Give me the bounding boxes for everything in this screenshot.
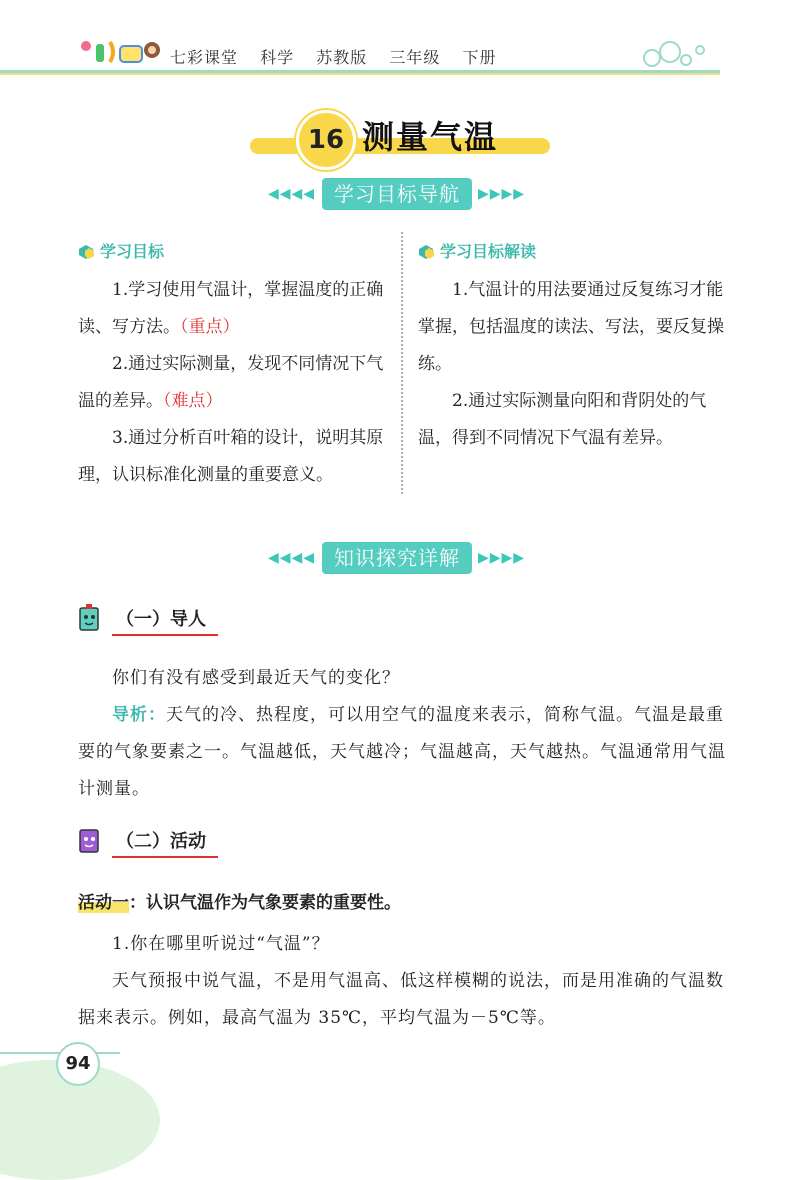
colorful-letters-logo-icon xyxy=(78,34,168,68)
right-arrows-icon: ▶▶▶▶ xyxy=(478,550,526,566)
header-series: 七彩课堂 xyxy=(170,48,239,67)
activity-one-heading xyxy=(78,888,401,913)
intro-guide: 导析：天气的冷、热程度，可以用空气的温度来表示，简称气温。气温是最重要的气象要素之一。气温越低，天气越冷；气温越高，天气越热。气温通常用气温计测量。 xyxy=(78,705,726,799)
activity-one-label: 活动一 xyxy=(78,893,129,913)
objectives-heading-text: 学习目标 xyxy=(100,242,165,261)
left-arrows-icon: ◀◀◀◀ xyxy=(268,186,316,202)
header-subject: 科学 xyxy=(260,48,295,67)
activity-question: 1.你在哪里听说过“气温”？ xyxy=(112,934,330,954)
right-arrows-icon: ▶▶▶▶ xyxy=(478,186,526,202)
section-intro-label: （一）导人 xyxy=(112,605,218,636)
section-banner-objectives xyxy=(0,178,800,212)
section-activity-heading xyxy=(74,824,218,858)
lesson-title: 测量气温 xyxy=(362,118,499,156)
header-rule-yellow xyxy=(0,73,720,75)
interpretation-item: 2.通过实际测量向阳和背阴处的气温，得到不同情况下气温有差异。 xyxy=(418,391,707,448)
interpretation-heading-text: 学习目标解读 xyxy=(440,242,537,261)
activity-one-text: ：认识气温作为气象要素的重要性。 xyxy=(129,893,401,913)
activity-answer: 天气预报中说气温，不是用气温高、低这样模糊的说法，而是用准确的气温数据来表示。例如，最高气温为 35℃，平均气温为－5℃等。 xyxy=(78,971,724,1028)
header-grade: 三年级 xyxy=(389,48,441,67)
hexagon-icon xyxy=(418,244,434,260)
section-banner-knowledge xyxy=(0,542,800,576)
hexagon-icon xyxy=(78,244,94,260)
page-header xyxy=(0,0,800,80)
intro-question: 你们有没有感受到最近天气的变化？ xyxy=(112,668,400,688)
header-volume: 下册 xyxy=(462,48,497,67)
section-activity-body xyxy=(78,926,728,1037)
objective-item: 1.学习使用气温计，掌握温度的正确读、写方法。（重点） xyxy=(78,280,384,337)
banner-label: 知识探究详解 xyxy=(322,542,472,574)
bubbles-decoration-icon xyxy=(640,40,710,70)
cartoon-book-icon xyxy=(74,602,108,636)
objective-item: 3.通过分析百叶箱的设计，说明其原理，认识标准化测量的重要意义。 xyxy=(78,428,384,485)
cartoon-book-icon xyxy=(74,824,108,858)
page-number: 94 xyxy=(56,1042,100,1086)
section-activity-label: （二）活动 xyxy=(112,827,218,858)
interpretation-column xyxy=(418,240,730,457)
header-text xyxy=(170,45,512,68)
section-intro-heading xyxy=(74,602,218,636)
objectives-heading xyxy=(78,240,390,264)
objectives-column xyxy=(78,240,390,494)
interpretation-heading xyxy=(418,240,730,264)
banner-label: 学习目标导航 xyxy=(322,178,472,210)
section-intro-body xyxy=(78,660,728,808)
header-edition: 苏教版 xyxy=(316,48,368,67)
objective-item: 2.通过实际测量，发现不同情况下气温的差异。（难点） xyxy=(78,354,384,411)
interpretation-item: 1.气温计的用法要通过反复练习才能掌握，包括温度的读法、写法，要反复操练。 xyxy=(418,280,724,374)
left-arrows-icon: ◀◀◀◀ xyxy=(268,550,316,566)
lesson-number: 16 xyxy=(296,110,356,170)
column-divider xyxy=(401,232,403,494)
